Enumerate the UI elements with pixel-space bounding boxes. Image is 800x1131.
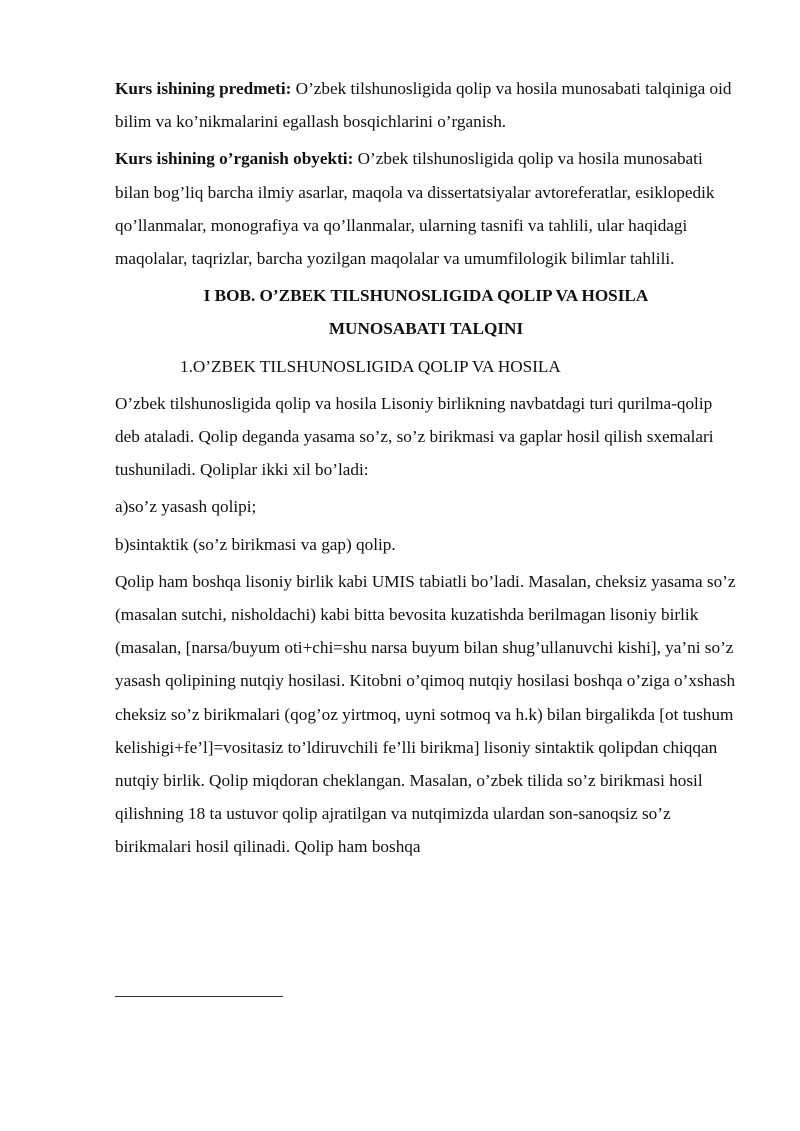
list-item-a: a)so’z yasash qolipi; [115, 497, 257, 517]
list-item-b: b)sintaktik (so’z birikmasi va gap) qolip. [115, 534, 396, 554]
body-paragraph: Qolip ham boshqa lisoniy birlik kabi UMIS tabiatli bo’ladi. Masalan, cheksiz yasama so’z (masalan sutchi, nisholdachi) kabi bitta bevosita kuzatishda berilmagan lisoniy birlik (masalan, [narsa/buyum oti+chi=shu narsa buyum bilan shug’ullanuvchi kishi], ya’ni so’z yasash qolipining nutqiy hosilasi. Kitobni o’qimoq nutqiy hosilasi boshqa o’ziga o’xshash cheksiz so’z birikmalari (qog’oz yirtmoq, uyni sotmoq va h.k) bilan birgalikda [ot tushum kelishigi+fe’l]=vositasiz to’ldiruvchili fe’lli birikma] lisoniy sintaktik qolipdan chiqqan nutqiy birlik. Qolip miqdoran cheklangan. Masalan, o’zbek tilida so’z birikmasi hosil qilishning 18 ta ustuvor qolip ajratilgan va nutqimizda ulardan son-sanoqsiz so’z birikmalari hosil qilinadi. Qolip ham boshqa [115, 571, 736, 857]
object-label: Kurs ishining o’rganish obyekti: [115, 149, 354, 169]
intro-paragraph: O’zbek tilshunosligida qolip va hosila Lisoniy birlikning navbatdagi turi qurilma-qolip deb ataladi. Qolip deganda yasama so’z, so’z birikmasi va gaplar hosil qilish sxemalari tushuniladi. Qoliplar ikki xil bo’ladi: [115, 393, 714, 480]
object-paragraph [115, 142, 737, 275]
footnote-separator [115, 996, 283, 997]
section-title: 1.O’ZBEK TILSHUNOSLIGIDA QOLIP VA HOSILA [180, 356, 561, 376]
subject-label: Kurs ishining predmeti: [115, 79, 292, 98]
object-text: O’zbek tilshunosligida qolip va hosila munosabati bilan bog’liq barcha ilmiy asarlar, maqola va dissertatsiyalar avtoreferatlar, esiklopedik qo’llanmalar, monografiya va qo’llanmalar, ularning tasnifi va tahlili, ular haqidagi maqolalar, taqrizlar, barcha yozilgan maqolalar va umumfilologik bilimlar tahlili. [115, 149, 715, 269]
chapter-title-line-2: MUNOSABATI TALQINI [328, 319, 524, 339]
chapter-title-line-1: I BOB. O’ZBEK TILSHUNOSLIGIDA QOLIP VA HOSILA [203, 286, 649, 306]
subject-paragraph [115, 72, 737, 138]
subject-text: O’zbek tilshunosligida qolip va hosila munosabati talqiniga oid bilim va ko’nikmalarini egallash bosqichlarini o’rganish. [115, 79, 732, 132]
document-body [115, 72, 737, 864]
